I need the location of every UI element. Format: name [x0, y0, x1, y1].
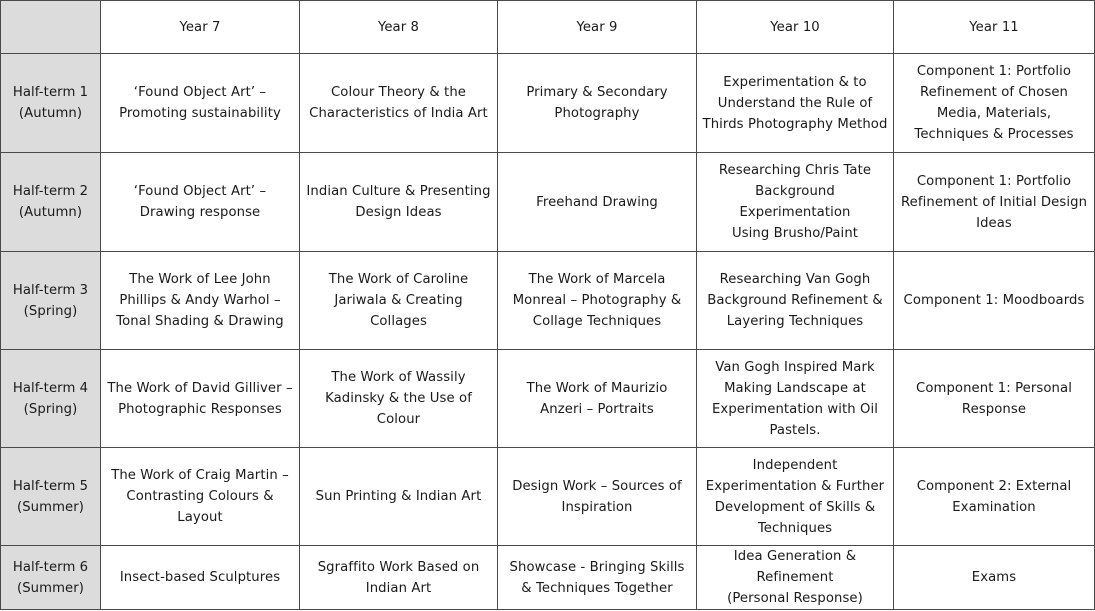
table-cell: Sun Printing & Indian Art: [300, 448, 498, 546]
table-cell: Sgraffito Work Based on Indian Art: [300, 546, 498, 610]
table-cell: Researching Van Gogh Background Refinement & Layering Techniques: [697, 252, 894, 350]
table-cell: Freehand Drawing: [498, 153, 697, 252]
column-header-year-8: Year 8: [300, 1, 498, 54]
table-cell: Component 1: Moodboards: [894, 252, 1095, 350]
table-row: [1, 350, 1095, 448]
table-cell: The Work of Marcela Monreal – Photography & Collage Techniques: [498, 252, 697, 350]
table-cell: Insect-based Sculptures: [101, 546, 300, 610]
table-cell: Component 1: Portfolio Refinement of Initial Design Ideas: [894, 153, 1095, 252]
table-cell: Component 2: External Examination: [894, 448, 1095, 546]
table-row: [1, 153, 1095, 252]
table-cell: The Work of Craig Martin – Contrasting Colours & Layout: [101, 448, 300, 546]
column-header-year-10: Year 10: [697, 1, 894, 54]
table-cell: The Work of Maurizio Anzeri – Portraits: [498, 350, 697, 448]
row-header-half-term-3: Half-term 3 (Spring): [1, 252, 101, 350]
table-cell: ‘Found Object Art’ – Drawing response: [101, 153, 300, 252]
table-cell: Design Work – Sources of Inspiration: [498, 448, 697, 546]
table-cell: The Work of Lee John Phillips & Andy Warhol – Tonal Shading & Drawing: [101, 252, 300, 350]
column-header-year-7: Year 7: [101, 1, 300, 54]
table-row: [1, 448, 1095, 546]
column-header-year-9: Year 9: [498, 1, 697, 54]
table-row: [1, 546, 1095, 610]
table-cell: The Work of Wassily Kadinsky & the Use of Colour: [300, 350, 498, 448]
table-cell: Researching Chris Tate Background Experimentation Using Brusho/Paint: [697, 153, 894, 252]
header-row: [1, 1, 1095, 54]
table-cell: ‘Found Object Art’ – Promoting sustainability: [101, 54, 300, 153]
table-cell: Component 1: Personal Response: [894, 350, 1095, 448]
table-cell: Primary & Secondary Photography: [498, 54, 697, 153]
table-cell: Idea Generation & Refinement (Personal Response): [697, 546, 894, 610]
table-cell: Colour Theory & the Characteristics of India Art: [300, 54, 498, 153]
table-cell: Component 1: Portfolio Refinement of Chosen Media, Materials, Techniques & Processes: [894, 54, 1095, 153]
table-cell: Independent Experimentation & Further Development of Skills & Techniques: [697, 448, 894, 546]
table-cell: Showcase - Bringing Skills & Techniques Together: [498, 546, 697, 610]
table-row: [1, 252, 1095, 350]
table-cell: Van Gogh Inspired Mark Making Landscape at Experimentation with Oil Pastels.: [697, 350, 894, 448]
row-header-half-term-6: Half-term 6 (Summer): [1, 546, 101, 610]
row-header-half-term-1: Half-term 1 (Autumn): [1, 54, 101, 153]
table-cell: Exams: [894, 546, 1095, 610]
row-header-half-term-2: Half-term 2 (Autumn): [1, 153, 101, 252]
table-cell: The Work of David Gilliver – Photographic Responses: [101, 350, 300, 448]
table-cell: Indian Culture & Presenting Design Ideas: [300, 153, 498, 252]
table-row: [1, 54, 1095, 153]
column-header-year-11: Year 11: [894, 1, 1095, 54]
row-header-half-term-5: Half-term 5 (Summer): [1, 448, 101, 546]
row-header-half-term-4: Half-term 4 (Spring): [1, 350, 101, 448]
corner-cell: [1, 1, 101, 54]
table-cell: Experimentation & to Understand the Rule of Thirds Photography Method: [697, 54, 894, 153]
table-cell: The Work of Caroline Jariwala & Creating Collages: [300, 252, 498, 350]
